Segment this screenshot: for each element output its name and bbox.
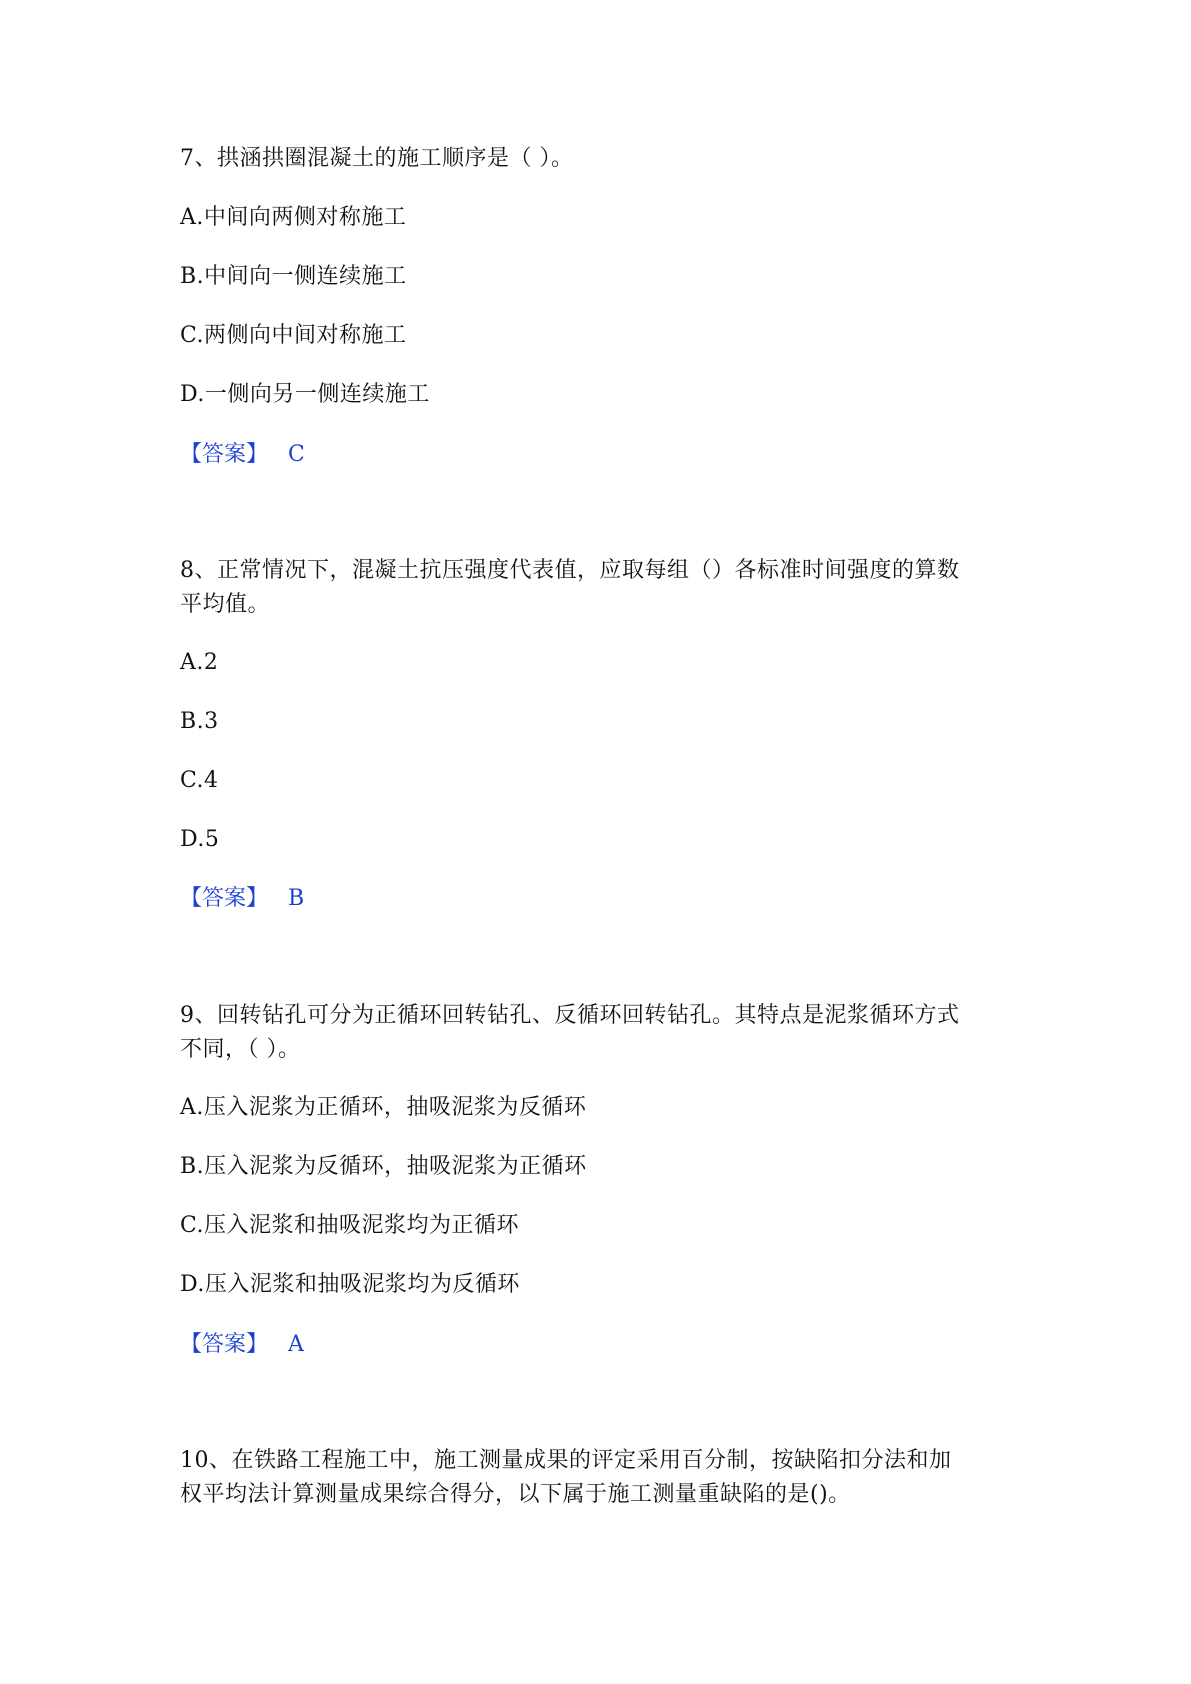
- answer-value: B: [288, 886, 305, 911]
- question-10-stem-line-1: 10、在铁路工程施工中，施工测量成果的评定采用百分制，按缺陷扣分法和加: [180, 1448, 952, 1473]
- question-9-stem-line-2: 不同，（ ）。: [180, 1037, 301, 1062]
- answer-value: C: [288, 442, 305, 467]
- question-9-option-b: B.压入泥浆为反循环，抽吸泥浆为正循环: [180, 1154, 587, 1179]
- question-8-option-b: B.3: [180, 709, 219, 734]
- question-9-stem-line-1: 9、回转钻孔可分为正循环回转钻孔、反循环回转钻孔。其特点是泥浆循环方式: [180, 1003, 960, 1028]
- answer-value: A: [288, 1332, 304, 1357]
- question-8-option-a: A.2: [180, 650, 219, 675]
- question-9-option-d: D.压入泥浆和抽吸泥浆均为反循环: [180, 1272, 520, 1297]
- answer-tag: 【答案】: [180, 1332, 269, 1357]
- question-8-answer: [180, 884, 304, 914]
- question-7-answer: [180, 440, 305, 470]
- question-7-option-b: B.中间向一侧连续施工: [180, 264, 407, 289]
- question-9-option-a: A.压入泥浆为正循环，抽吸泥浆为反循环: [180, 1095, 587, 1120]
- question-9-answer: [180, 1330, 304, 1360]
- question-8-option-d: D.5: [180, 827, 220, 852]
- question-10-stem-line-2: 权平均法计算测量成果综合得分，以下属于施工测量重缺陷的是()。: [180, 1482, 851, 1507]
- question-7-option-a: A.中间向两侧对称施工: [180, 205, 407, 230]
- question-8-stem-line-1: 8、正常情况下，混凝土抗压强度代表值，应取每组（）各标准时间强度的算数: [180, 558, 960, 583]
- answer-tag: 【答案】: [180, 442, 269, 467]
- question-7-option-c: C.两侧向中间对称施工: [180, 323, 407, 348]
- answer-tag: 【答案】: [180, 886, 269, 911]
- question-7-stem: 7、拱涵拱圈混凝土的施工顺序是（ ）。: [180, 146, 574, 171]
- question-8-stem-line-2: 平均值。: [180, 592, 271, 617]
- question-9-option-c: C.压入泥浆和抽吸泥浆均为正循环: [180, 1213, 520, 1238]
- question-7-option-d: D.一侧向另一侧连续施工: [180, 382, 430, 407]
- question-8-option-c: C.4: [180, 768, 219, 793]
